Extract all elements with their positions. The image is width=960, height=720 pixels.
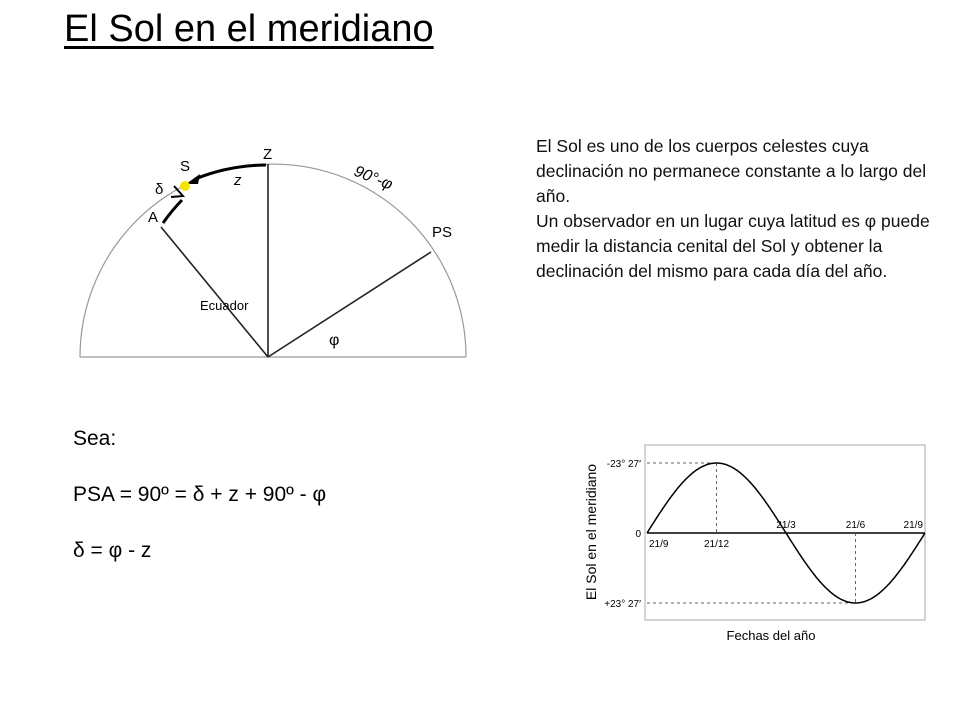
zenith-label: Z (263, 146, 273, 163)
chart-y-axis-label: El Sol en el meridiano (583, 463, 599, 601)
formula-intro: Sea: (73, 427, 117, 450)
chart-x-tick-label: 21/9 (903, 520, 923, 531)
chart-tick-labels (604, 459, 923, 610)
pole-label: PS (432, 224, 453, 241)
formula-delta: δ = φ - z (73, 539, 152, 562)
chart-x-tick-label: 21/3 (776, 520, 796, 531)
chart-x-tick-label: 21/6 (845, 520, 866, 531)
latitude-label: φ (329, 332, 340, 349)
equator-point-label: A (148, 209, 159, 226)
chart-x-tick-label: 21/9 (649, 539, 669, 550)
chart-x-axis-label: Fechas del año (726, 628, 816, 643)
zenith-distance-label: z (234, 172, 242, 189)
page-title: El Sol en el meridiano (64, 8, 434, 50)
equator-label: Ecuador (200, 298, 249, 313)
formula-psa: PSA = 90º = δ + z + 90º - φ (73, 483, 327, 506)
colatitude-label: 90°-φ (351, 162, 395, 194)
chart-x-tick-label: 21/12 (703, 539, 730, 550)
chart-y-tick-label: 0 (635, 529, 641, 540)
chart-y-tick-label: +23° 27′ (604, 599, 641, 610)
description-paragraph-2: Un observador en un lugar cuya latitud es φ puede medir la distancia cenital del Sol y obtener la declinación del mismo para cada día del año. (536, 211, 930, 281)
description-paragraph-1: El Sol es uno de los cuerpos celestes cuya declinación no permanece constante a lo largo del año. (536, 136, 927, 206)
sun-label: S (180, 158, 191, 175)
delta-label: δ (155, 181, 164, 198)
chart-y-tick-label: -23° 27′ (606, 459, 641, 470)
